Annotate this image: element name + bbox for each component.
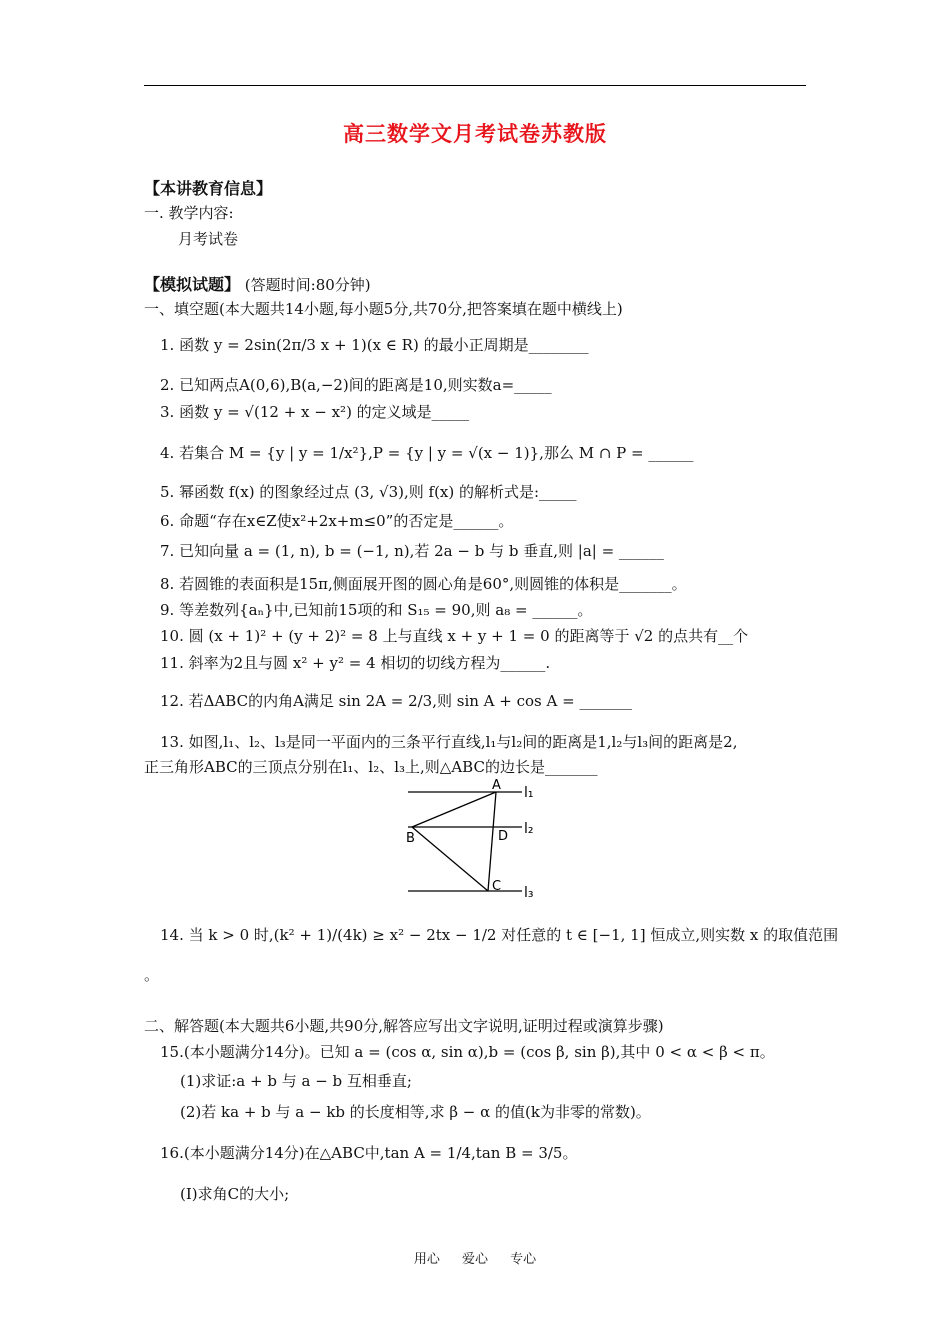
label-l1: l₁ — [524, 785, 534, 801]
question-15-part2: (2)若 ka + b 与 a − kb 的长度相等,求 β − α 的值(k为非零的常数)。 — [180, 1103, 651, 1121]
question-15: 15.(本小题满分14分)。已知 a = (cos α, sin α),b = (cos β, sin β),其中 0 < α < β < π。 — [160, 1043, 775, 1061]
info-item1: 一. 教学内容: — [144, 204, 234, 222]
question-15-part1: (1)求证:a + b 与 a − b 互相垂直; — [180, 1072, 412, 1090]
question-16-part1: (Ⅰ)求角C的大小; — [180, 1185, 290, 1203]
question-8: 8. 若圆锥的表面积是15π,侧面展开图的圆心角是60°,则圆锥的体积是_______。 — [160, 575, 687, 593]
question-14-line1: 14. 当 k > 0 时,(k² + 1)/(4k) ≥ x² − 2tx − 1/2 对任意的 t ∈ [−1, 1] 恒成立,则实数 x 的取值范围 — [160, 926, 839, 944]
parallel-lines-figure — [400, 775, 560, 905]
label-b: B — [406, 831, 415, 846]
exam-time: (答题时间:80分钟) — [244, 276, 371, 294]
footer-text: 用心 爱心 专心 — [413, 1252, 537, 1267]
question-6: 6. 命题“存在x∈Z使x²+2x+m≤0”的否定是______。 — [160, 512, 514, 530]
question-12: 12. 若ΔABC的内角A满足 sin 2A = 2/3,则 sin A + cos A = _______ — [160, 692, 632, 710]
question-11: 11. 斜率为2且与圆 x² + y² = 4 相切的切线方程为______. — [160, 654, 551, 672]
question-4: 4. 若集合 M = {y | y = 1/x²},P = {y | y = √(x − 1)},那么 M ∩ P = ______ — [160, 444, 694, 462]
question-10: 10. 圆 (x + 1)² + (y + 2)² = 8 上与直线 x + y + 1 = 0 的距离等于 √2 的点共有__个 — [160, 627, 749, 645]
side-ab — [412, 792, 496, 827]
question-5: 5. 幂函数 f(x) 的图象经过点 (3, √3),则 f(x) 的解析式是:_____ — [160, 483, 577, 501]
question-2: 2. 已知两点A(0,6),B(a,−2)间的距离是10,则实数a=_____ — [160, 376, 552, 394]
side-bc — [412, 827, 488, 891]
part2-heading: 二、解答题(本大题共6小题,共90分,解答应写出文字说明,证明过程或演算步骤) — [144, 1017, 664, 1035]
info-item1-content: 月考试卷 — [178, 230, 239, 248]
header-rule — [144, 85, 806, 86]
question-13-line2: 正三角形ABC的三顶点分别在l₁、l₂、l₃上,则△ABC的边长是_______ — [144, 758, 598, 776]
label-d: D — [498, 829, 509, 844]
exam-heading-line — [144, 272, 371, 295]
question-13-line1: 13. 如图,l₁、l₂、l₃是同一平面内的三条平行直线,l₁与l₂间的距离是1,l₂与l₃间的距离是2, — [160, 733, 738, 751]
question-7: 7. 已知向量 a = (1, n), b = (−1, n),若 2a − b 与 b 垂直,则 |a| = ______ — [160, 542, 664, 560]
part1-heading: 一、填空题(本大题共14小题,每小题5分,共70分,把答案填在题中横线上) — [144, 300, 623, 318]
exam-heading: 【模拟试题】 — [144, 275, 241, 294]
question-16: 16.(本小题满分14分)在△ABC中,tan A = 1/4,tan B = 3/5。 — [160, 1144, 578, 1162]
label-a: A — [492, 778, 501, 793]
label-l2: l₂ — [524, 821, 534, 837]
page-title: 高三数学文月考试卷苏教版 — [343, 121, 607, 146]
side-ac — [488, 792, 496, 891]
question-1: 1. 函数 y = 2sin(2π/3 x + 1)(x ∈ R) 的最小正周期是________ — [160, 336, 589, 354]
label-c: C — [492, 879, 502, 894]
question-9: 9. 等差数列{aₙ}中,已知前15项的和 S₁₅ = 90,则 a₈ = ______。 — [160, 601, 593, 619]
question-3: 3. 函数 y = √(12 + x − x²) 的定义域是_____ — [160, 403, 470, 421]
info-heading: 【本讲教育信息】 — [144, 179, 273, 198]
question-14-line2: 。 — [144, 966, 160, 984]
label-l3: l₃ — [524, 885, 534, 901]
